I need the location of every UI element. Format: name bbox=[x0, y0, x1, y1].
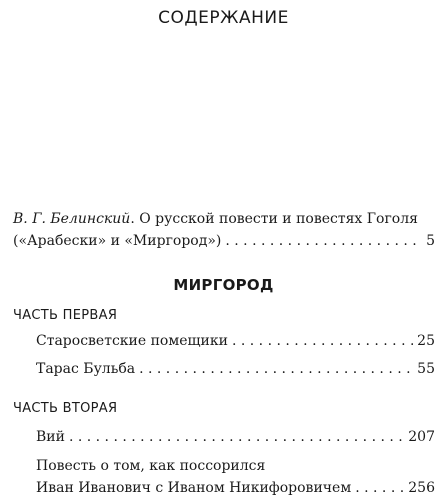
toc-entry-belinsky[interactable] bbox=[13, 208, 435, 252]
entry-page-number: 207 bbox=[408, 429, 435, 445]
toc-entry-viy[interactable] bbox=[36, 426, 435, 448]
entry-page-number: 55 bbox=[417, 361, 435, 377]
entry-line-1 bbox=[36, 455, 435, 477]
dot-leader bbox=[139, 358, 413, 380]
entry-line-2 bbox=[36, 477, 435, 499]
toc-entry-starosvetskie[interactable] bbox=[36, 330, 435, 352]
toc-entry-taras-bulba[interactable] bbox=[36, 358, 435, 380]
entry-title-part-2: («Арабески» и «Миргород») bbox=[13, 233, 222, 249]
dot-leader bbox=[225, 230, 422, 252]
dot-leader bbox=[232, 330, 413, 352]
part-heading-second: ЧАСТЬ ВТОРАЯ bbox=[13, 401, 118, 416]
entry-title-part-1: . О русской повести и повестях Гоголя bbox=[130, 211, 418, 227]
entry-page-number: 256 bbox=[408, 480, 435, 496]
dot-leader bbox=[355, 477, 404, 499]
entry-title: Старосветские помещики bbox=[36, 333, 228, 349]
page-title: СОДЕРЖАНИЕ bbox=[158, 8, 289, 28]
entry-line bbox=[36, 426, 435, 448]
dot-leader bbox=[69, 426, 404, 448]
entry-page-number: 5 bbox=[426, 233, 435, 249]
entry-line-1 bbox=[13, 208, 435, 230]
entry-page-number: 25 bbox=[417, 333, 435, 349]
entry-line-2 bbox=[13, 230, 435, 252]
entry-title-part-2: Иван Иванович с Иваном Никифоровичем bbox=[36, 480, 352, 496]
entry-text bbox=[13, 208, 418, 230]
entry-title: Вий bbox=[36, 429, 65, 445]
entry-line bbox=[36, 358, 435, 380]
entry-title: Тарас Бульба bbox=[36, 361, 136, 377]
part-heading-first: ЧАСТЬ ПЕРВАЯ bbox=[13, 308, 118, 323]
entry-author: В. Г. Белинский bbox=[13, 211, 131, 227]
entry-line bbox=[36, 330, 435, 352]
toc-entry-povest-o-tom[interactable] bbox=[36, 455, 435, 499]
section-heading: МИРГОРОД bbox=[173, 276, 274, 294]
entry-title-part-1: Повесть о том, как поссорился bbox=[36, 458, 266, 474]
